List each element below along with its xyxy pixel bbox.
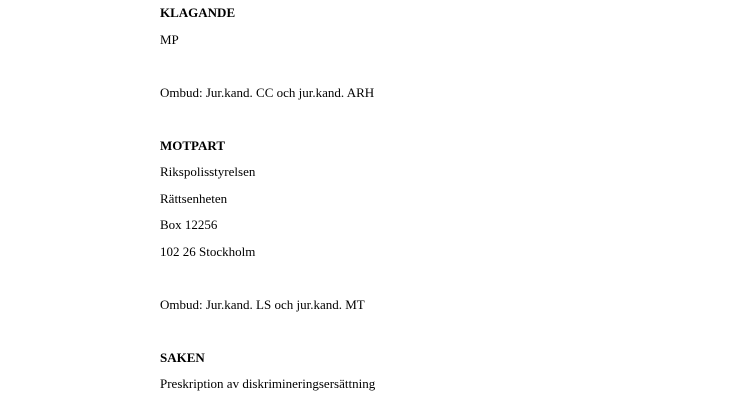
spacer xyxy=(160,265,720,292)
motpart-name: Rikspolisstyrelsen xyxy=(160,164,256,179)
klagande-section xyxy=(160,0,720,106)
saken-heading: SAKEN xyxy=(160,349,205,365)
saken-section xyxy=(160,345,720,398)
motpart-postal: 102 26 Stockholm xyxy=(160,243,256,259)
motpart-heading: MOTPART xyxy=(160,137,226,153)
motpart-department: Rättsenheten xyxy=(160,190,228,206)
motpart-ombud: Ombud: Jur.kand. LS och jur.kand. MT xyxy=(160,296,365,312)
spacer xyxy=(160,318,720,345)
motpart-box: Box 12256 xyxy=(160,217,218,232)
spacer xyxy=(160,106,720,133)
motpart-section xyxy=(160,133,720,319)
spacer xyxy=(160,53,720,80)
klagande-name: MP xyxy=(160,31,179,47)
document-body xyxy=(160,0,720,398)
klagande-ombud: Ombud: Jur.kand. CC och jur.kand. ARH xyxy=(160,84,375,100)
klagande-heading: KLAGANDE xyxy=(160,5,236,20)
saken-text: Preskription av diskrimineringsersättning xyxy=(160,376,376,391)
